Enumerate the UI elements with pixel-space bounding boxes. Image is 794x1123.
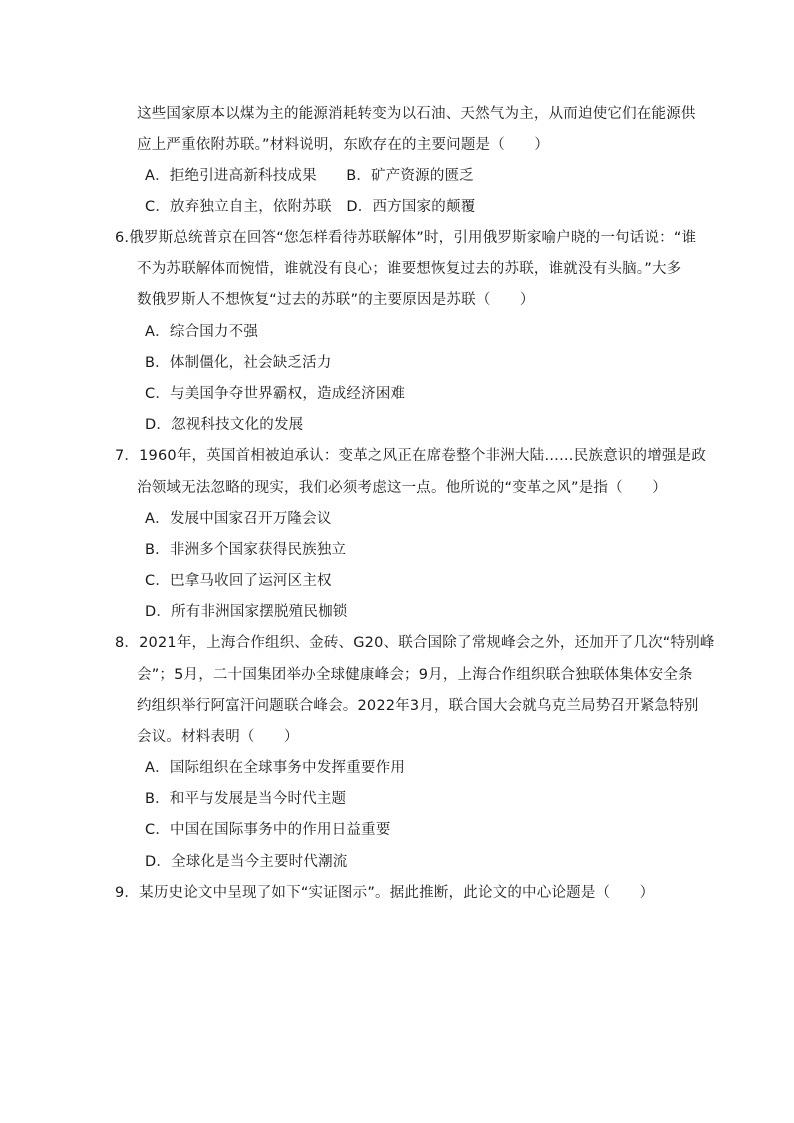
- q8-option-c: C．中国在国际事务中的作用日益重要: [145, 822, 391, 838]
- q6-stem-line-2: 不为苏联解体而惋惜，谁就没有良心；谁要想恢复过去的苏联，谁就没有头脑。”大多: [137, 261, 682, 277]
- q8-option-b: B．和平与发展是当今时代主题: [145, 791, 347, 807]
- q9-stem-line-1: 9．某历史论文中呈现了如下“实证图示”。据此推断，此论文的中心论题是（ ）: [115, 885, 655, 901]
- q7-option-d: D．所有非洲国家摆脱殖民枷锁: [145, 604, 348, 620]
- q7-stem-line-2: 治领域无法忽略的现实，我们必须考虑这一点。他所说的“变革之风”是指（ ）: [137, 480, 667, 496]
- q5-option-row-1: A．拒绝引进高新科技成果 B．矿产资源的匮乏: [145, 168, 474, 184]
- q7-option-a: A．发展中国家召开万隆会议: [145, 511, 332, 527]
- q6-stem-line-3: 数俄罗斯人不想恢复“过去的苏联”的主要原因是苏联（ ）: [137, 292, 535, 308]
- q8-stem-line-1: 8．2021年，上海合作组织、金砖、G20、联合国除了常规峰会之外，还加开了几次“特别峰: [115, 635, 715, 651]
- q8-stem-line-3: 约组织举行阿富汗问题联合峰会。2022年3月，联合国大会就乌克兰局势召开紧急特别: [137, 698, 699, 714]
- q6-option-a: A．综合国力不强: [145, 324, 259, 340]
- q8-stem-line-2: 会”；5月，二十国集团举办全球健康峰会；9月，上海合作组织联合独联体集体安全条: [137, 667, 693, 683]
- q5-continuation-line-1: 这些国家原本以煤为主的能源消耗转变为以石油、天然气为主，从而迫使它们在能源供: [137, 106, 696, 122]
- q7-stem-line-1: 7．1960年，英国首相被迫承认：变革之风正在席卷整个非洲大陆……民族意识的增强是政: [115, 448, 707, 464]
- q8-stem-line-4: 会议。材料表明（ ）: [137, 729, 299, 745]
- q6-stem-line-1: 6.俄罗斯总统普京在回答“您怎样看待苏联解体”时，引用俄罗斯家喻户晓的一句话说：“谁: [115, 230, 697, 246]
- q6-option-c: C．与美国争夺世界霸权，造成经济困难: [145, 386, 406, 402]
- q5-continuation-line-2: 应上严重依附苏联。”材料说明，东欧存在的主要问题是（ ）: [137, 137, 550, 153]
- q8-option-a: A．国际组织在全球事务中发挥重要作用: [145, 760, 406, 776]
- q5-option-row-2: C．放弃独立自主，依附苏联 D．西方国家的颠覆: [145, 199, 476, 215]
- q7-option-b: B．非洲多个国家获得民族独立: [145, 542, 347, 558]
- q8-option-d: D．全球化是当今主要时代潮流: [145, 854, 348, 870]
- q6-option-d: D．忽视科技文化的发展: [145, 417, 304, 433]
- q7-option-c: C．巴拿马收回了运河区主权: [145, 573, 332, 589]
- q6-option-b: B．体制僵化，社会缺乏活力: [145, 355, 332, 371]
